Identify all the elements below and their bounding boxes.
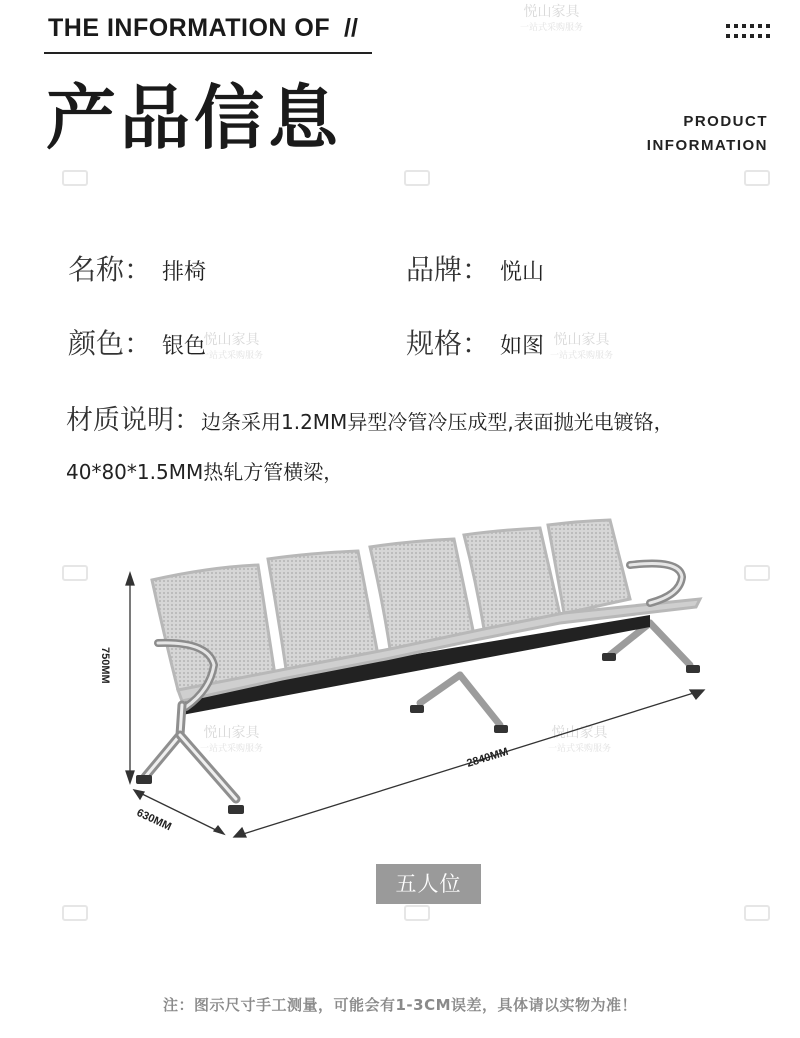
watermark-sofa-icon — [744, 170, 770, 186]
english-subtitle-line2: INFORMATION — [646, 137, 768, 154]
watermark — [550, 332, 613, 364]
watermark-sofa-icon — [744, 905, 770, 921]
seat-4 — [464, 528, 560, 629]
field-name-value: 排椅 — [162, 260, 207, 285]
field-color-value: 银色 — [162, 334, 207, 359]
seat-2 — [268, 551, 378, 669]
watermark-sofa-icon — [62, 170, 88, 186]
field-brand-label: 品牌 — [406, 253, 463, 286]
field-color-label: 颜色 — [68, 327, 125, 360]
footnote: 注：图示尺寸手工测量，可能会有1-3CM误差，具体请以实物为准！ — [162, 996, 638, 1014]
watermark-name: 悦山家具 — [203, 725, 260, 741]
field-spec — [406, 322, 544, 362]
bench-seats — [152, 520, 700, 701]
field-spec-label: 规格 — [406, 327, 463, 360]
material-label: 材质说明 — [66, 405, 174, 436]
watermark-tagline: 一站式采购服务 — [550, 351, 614, 361]
watermark-tagline: 一站式采购服务 — [520, 23, 584, 33]
bench-illustration — [90, 515, 720, 845]
header-slash: // — [344, 14, 358, 42]
watermark-name: 悦山家具 — [203, 332, 260, 348]
field-color-colon: ： — [124, 327, 153, 360]
dimension-height-label: 750MM — [99, 647, 111, 684]
bench-feet-back — [410, 653, 700, 733]
watermark-name: 悦山家具 — [523, 4, 580, 20]
watermark-name: 悦山家具 — [551, 725, 608, 741]
seat-count-badge: 五人位 — [376, 864, 481, 904]
header-title: THE INFORMATION OF — [48, 14, 331, 42]
field-name-label: 名称 — [68, 253, 125, 286]
english-subtitle — [647, 110, 768, 158]
watermark-sofa-icon — [404, 905, 430, 921]
field-spec-colon: ： — [462, 327, 491, 360]
field-name-colon: ： — [124, 253, 153, 286]
watermark — [200, 332, 263, 364]
material-colon: ： — [174, 405, 201, 436]
seat-3 — [370, 539, 474, 649]
field-spec-value: 如图 — [500, 334, 545, 359]
dimension-length-label: 2840MM — [465, 745, 510, 770]
page-title: 产品信息 — [46, 77, 342, 159]
watermark-sofa-icon — [744, 565, 770, 581]
watermark — [520, 4, 583, 36]
watermark-tagline: 一站式采购服务 — [548, 744, 612, 754]
header-underline — [44, 52, 372, 54]
material-description — [66, 396, 746, 497]
field-name — [68, 248, 206, 288]
field-brand-value: 悦山 — [500, 260, 545, 285]
watermark-name: 悦山家具 — [553, 332, 610, 348]
seat-5 — [548, 520, 630, 613]
dimension-depth-label: 630MM — [134, 806, 174, 834]
field-brand-colon: ： — [462, 253, 491, 286]
watermark-sofa-icon — [62, 565, 88, 581]
watermark-tagline: 一站式采购服务 — [200, 744, 264, 754]
dots-grid-icon — [726, 24, 774, 42]
watermark-sofa-icon — [62, 905, 88, 921]
bench-legs-front — [145, 705, 236, 799]
field-brand — [406, 248, 544, 288]
english-subtitle-line1: PRODUCT — [683, 113, 768, 130]
watermark-tagline: 一站式采购服务 — [200, 351, 264, 361]
material-text: 边条采用1.2MM异型冷管冷压成型,表面抛光电镀铬，40*80*1.5MM热轧方管横梁， — [66, 410, 674, 484]
watermark-sofa-icon — [404, 170, 430, 186]
field-color — [68, 322, 206, 362]
